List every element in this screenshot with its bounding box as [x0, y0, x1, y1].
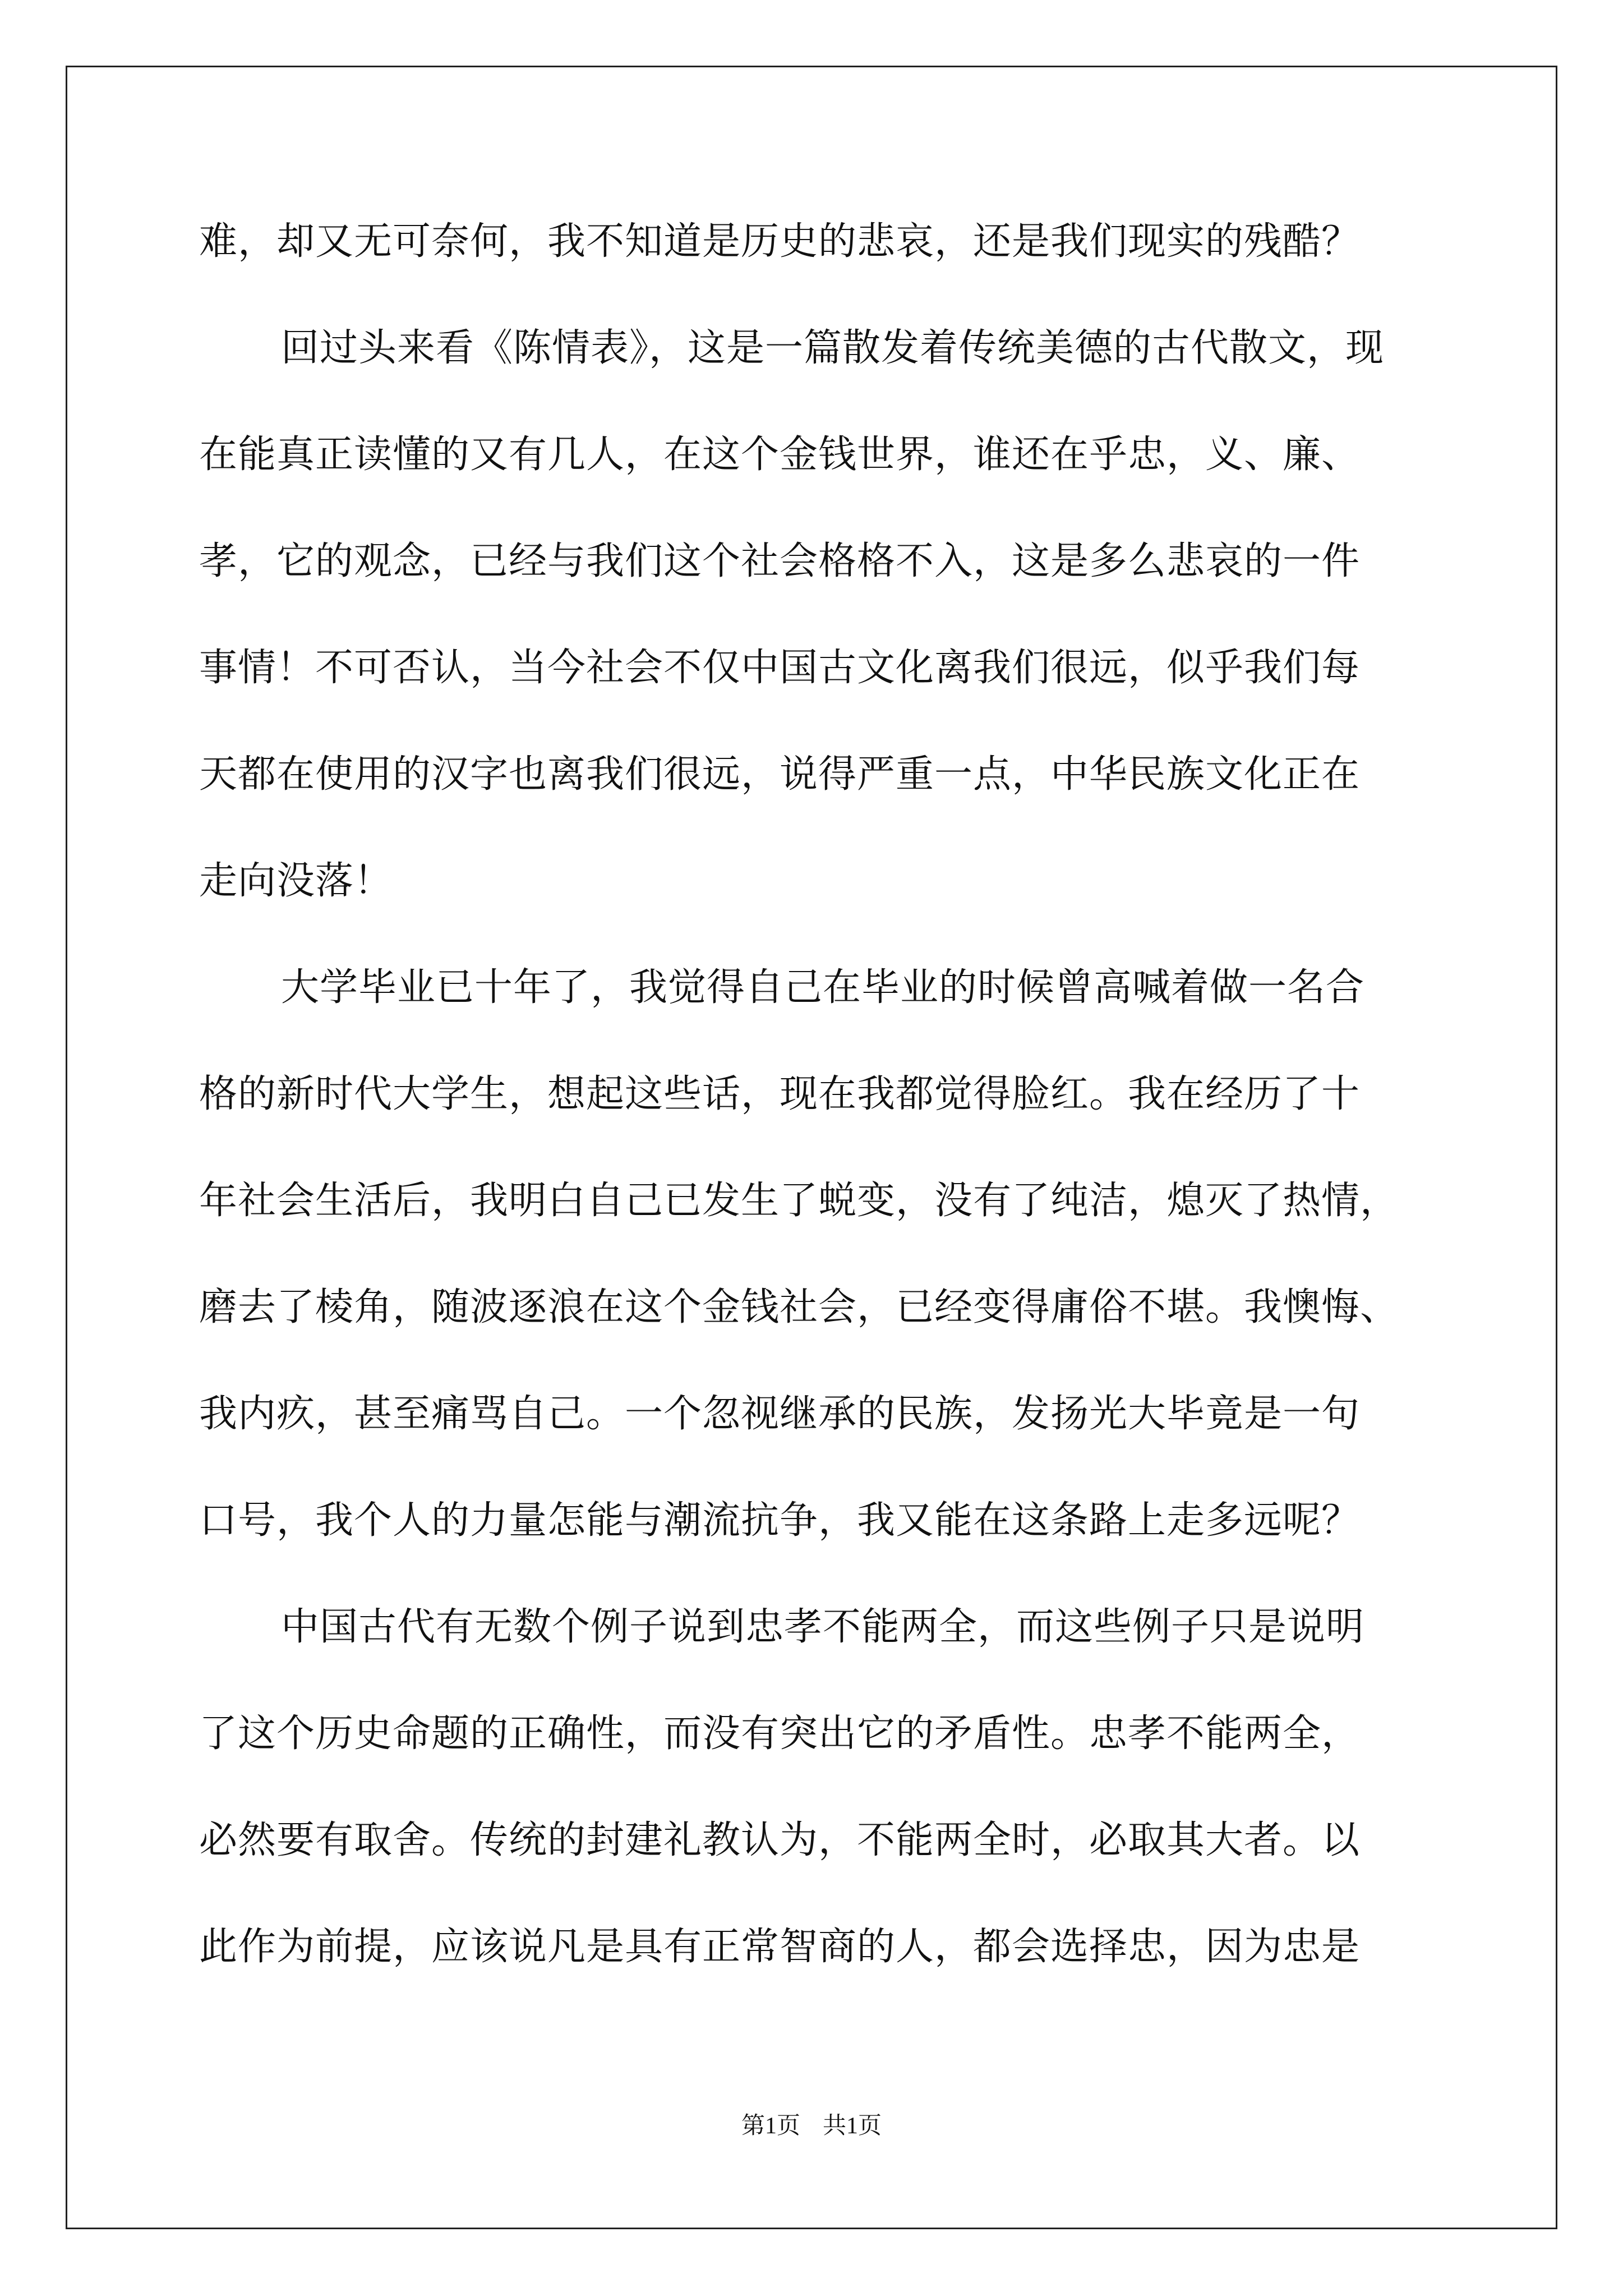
text-line-9: 格的新时代大学生，想起这些话，现在我都觉得脸红。我在经历了十	[199, 1073, 1361, 1115]
text-line-1: 难，却又无可奈何，我不知道是历史的悲哀，还是我们现实的残酷？	[199, 220, 1361, 263]
text-line-14: 中国古代有无数个例子说到忠孝不能两全，而这些例子只是说明	[281, 1605, 1365, 1648]
page-total: 共1页	[823, 2113, 882, 2139]
text-line-11: 磨去了棱角，随波逐浪在这个金钱社会，已经变得庸俗不堪。我懊悔、	[199, 1286, 1399, 1328]
text-line-13: 口号，我个人的力量怎能与潮流抗争，我又能在这条路上走多远呢？	[199, 1499, 1361, 1542]
text-line-5: 事情！不可否认，当今社会不仅中国古文化离我们很远，似乎我们每	[199, 646, 1361, 689]
text-line-16: 必然要有取舍。传统的封建礼教认为，不能两全时，必取其大者。以	[199, 1819, 1361, 1861]
page-number: 第1页	[741, 2113, 800, 2139]
text-line-8: 大学毕业已十年了，我觉得自己在毕业的时候曾高喊着做一名合	[281, 966, 1365, 1009]
text-line-17: 此作为前提，应该说凡是具有正常智商的人，都会选择忠，因为忠是	[199, 1925, 1361, 1968]
text-line-6: 天都在使用的汉字也离我们很远，说得严重一点，中华民族文化正在	[199, 753, 1361, 795]
text-line-2: 回过头来看《陈情表》，这是一篇散发着传统美德的古代散文，现	[281, 326, 1385, 369]
page-footer	[0, 2109, 1623, 2143]
text-line-15: 了这个历史命题的正确性，而没有突出它的矛盾性。忠孝不能两全，	[199, 1712, 1361, 1755]
text-line-7: 走向没落！	[199, 859, 393, 902]
document-body	[199, 208, 1427, 2019]
text-line-3: 在能真正读懂的又有几人，在这个金钱世界，谁还在乎忠，义、廉、	[199, 433, 1361, 476]
text-line-4: 孝，它的观念，已经与我们这个社会格格不入，这是多么悲哀的一件	[199, 540, 1361, 582]
text-line-10: 年社会生活后，我明白自己已发生了蜕变，没有了纯洁，熄灭了热情，	[199, 1179, 1399, 1222]
text-line-12: 我内疚，甚至痛骂自己。一个忽视继承的民族，发扬光大毕竟是一句	[199, 1392, 1361, 1435]
